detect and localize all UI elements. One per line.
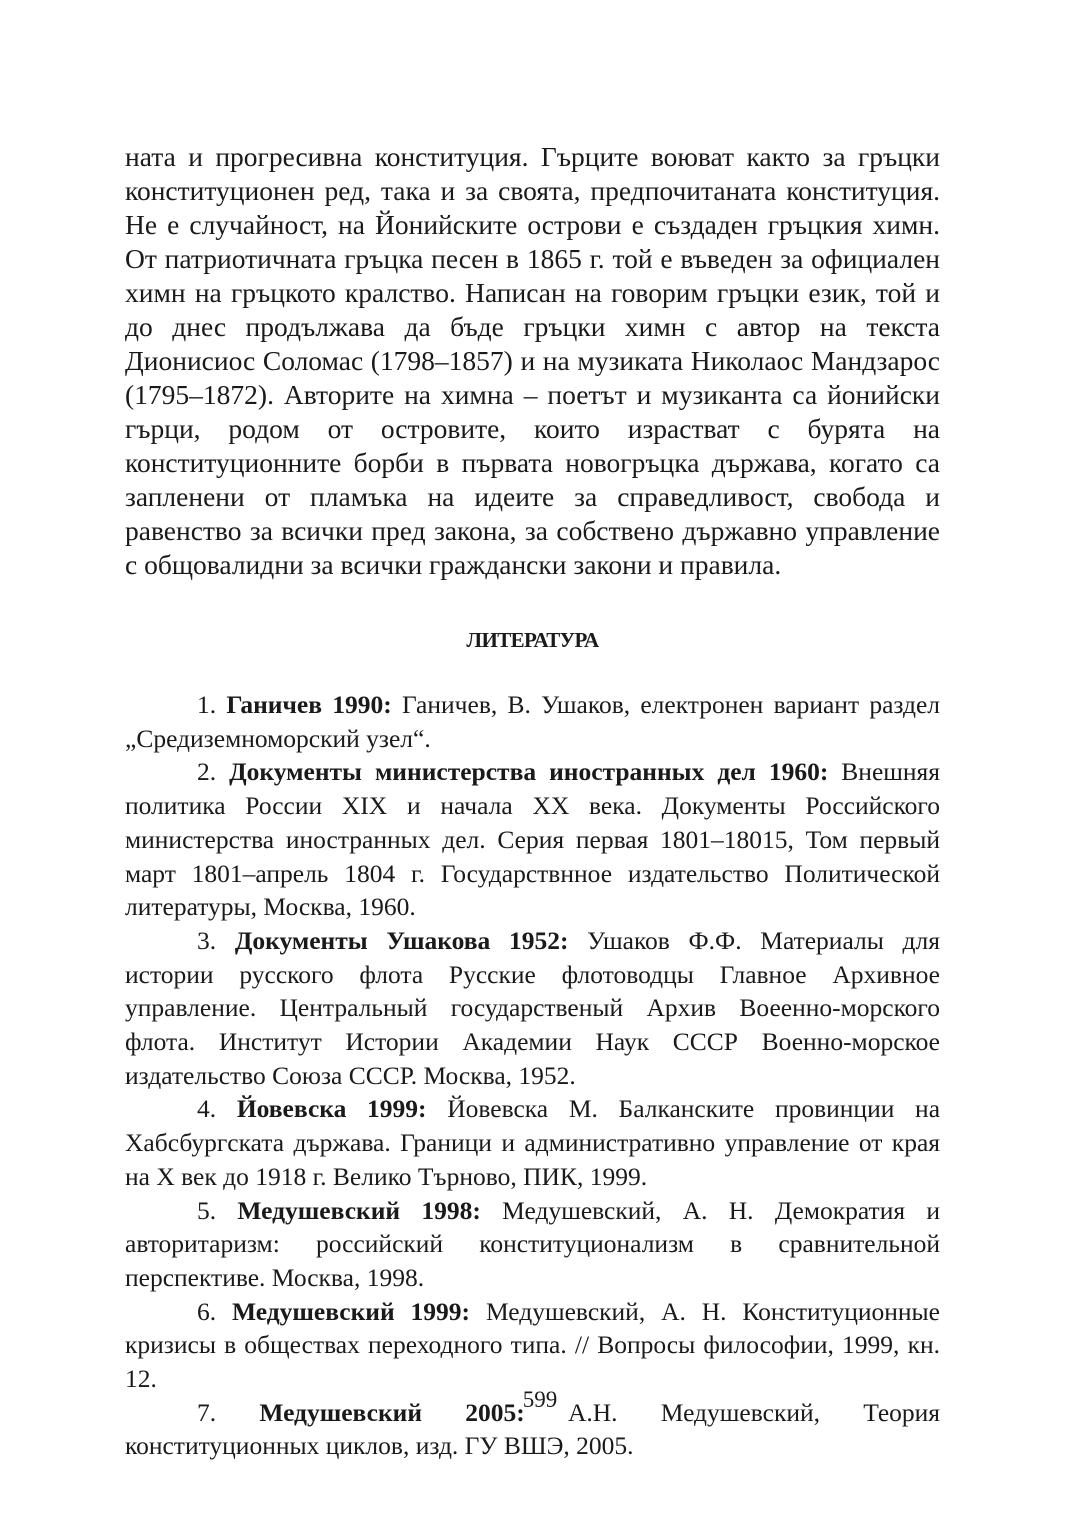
page-number: 599: [522, 1387, 558, 1412]
reference-text: Медушевский, А. Н. Конституционные кризисы в обществах переходного типа. // Вопросы философии, 1999, кн. 12.: [125, 1296, 940, 1394]
reference-item-2: [125, 755, 940, 924]
reference-text: Внешняя политика России XIX и начала XX века. Документы Российского министерства иностранных дел. Серия первая 1801–18015, Том первый март 1801–апрель 1804 г. Государствнное издательство Политической литературы, Москва, 1960.: [125, 757, 941, 922]
reference-number: 4.: [197, 1094, 217, 1124]
reference-number: 6.: [197, 1296, 217, 1326]
reference-number: 2.: [197, 757, 217, 787]
body-paragraph: ната и прогресивна конституция. Гърците воюват както за гръцки конституционен ред, така и за своята, предпочитаната конституция. Не е случайност, на Йонийските острови е създаден гръцкия химн. От патриотичната гръцка песен в 1865 г. той е въведен за официален химн на гръцкото кралство. Написан на говорим гръцки език, той и до днес продължава да бъде гръцки химн с автор на текста Дионисиос Соломас (1798–1857) и на музиката Николаос Мандзарос (1795–1872). Авторите на химна – поетът и музиканта са йонийски гърци, родом от островите, които израстват с бурята на конституционните борби в първата новогръцка държава, когато са запленени от пламъка на идеите за справедливост, свобода и равенство за всички пред закона, за собствено държавно управление с общовалидни за всички граждански закони и правила.: [125, 141, 940, 580]
reference-item-4: [125, 1092, 940, 1193]
reference-key: Документы министерства иностранных дел 1960:: [229, 757, 829, 787]
reference-key: Документы Ушакова 1952:: [234, 925, 569, 955]
reference-number: 5.: [197, 1195, 217, 1225]
reference-number: 1.: [197, 690, 217, 719]
reference-key: Ганичев 1990:: [226, 690, 392, 719]
reference-item-6: [125, 1295, 940, 1396]
reference-list: [125, 688, 940, 1463]
reference-text: Ушаков Ф.Ф. Материалы для истории русского флота Русские флотоводцы Главное Архивное управление. Центральный государственый Архив Воеенно-морского флота. Институт Истории Академии Наук СССР Военно-морское издательство Союза СССР. Москва, 1952.: [125, 925, 940, 1090]
reference-key: Медушевский 1998:: [237, 1195, 481, 1225]
page-content: [125, 140, 940, 1463]
reference-key: Медушевский 1999:: [232, 1296, 471, 1326]
reference-text: Медушевский, А. Н. Демократия и авторитаризм: российский конституционализм в сравнительной перспективе. Москва, 1998.: [125, 1195, 940, 1292]
reference-key: Йовевска 1999:: [236, 1094, 427, 1124]
reference-item-5: [125, 1194, 940, 1295]
reference-item-1: [125, 688, 940, 755]
reference-text: Ганичев, В. Ушаков, електронен вариант раздел „Средиземноморский узел“.: [125, 690, 941, 753]
reference-text: Йовевска М. Балканските провинции на Хабсбургската държава. Граници и административно управление от края на X век до 1918 г. Велико Търново, ПИК, 1999.: [125, 1094, 941, 1191]
reference-number: 3.: [197, 925, 217, 955]
reference-key: Медушевский 2005:: [259, 1397, 525, 1427]
reference-number: 7.: [197, 1397, 217, 1427]
section-heading: ЛИТЕРАТУРА: [466, 628, 599, 652]
reference-text: А.Н. Медушевский, Теория конституционных циклов, изд. ГУ ВШЭ, 2005.: [125, 1397, 941, 1461]
reference-item-3: [125, 924, 940, 1093]
